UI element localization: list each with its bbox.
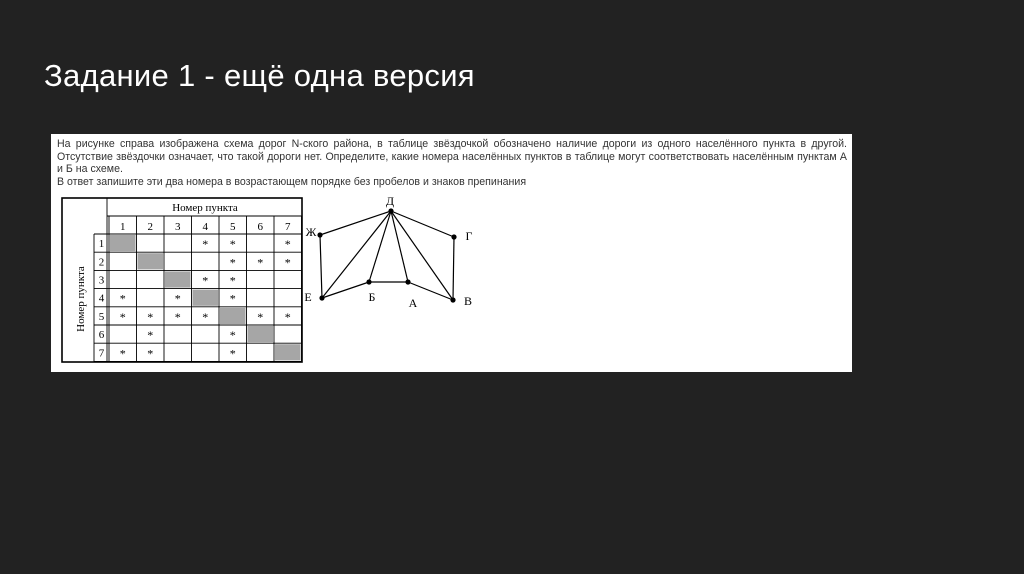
diagonal-cell: [248, 326, 274, 342]
star-mark: *: [119, 309, 126, 324]
star-mark: *: [174, 291, 181, 306]
road-graph: [304, 194, 513, 316]
task-paragraph-2: В ответ запишите эти два номера в возрастающем порядке без пробелов и знаков препинания: [57, 175, 527, 188]
graph-node-point: [317, 232, 322, 237]
diagonal-cell: [275, 344, 301, 360]
road-edge: [453, 237, 454, 300]
column-number: 5: [230, 221, 236, 233]
graph-node-label: Ж: [305, 225, 317, 239]
graph-node-point: [319, 295, 324, 300]
graph-node-point: [388, 208, 393, 213]
row-number: 2: [98, 256, 105, 269]
column-number: 7: [285, 221, 291, 233]
road-edge: [369, 211, 391, 282]
star-mark: *: [147, 346, 154, 361]
row-number: 7: [98, 347, 105, 360]
star-mark: *: [119, 291, 126, 306]
road-edge: [391, 211, 408, 282]
star-mark: *: [229, 346, 236, 361]
row-number: 3: [98, 274, 105, 287]
diagonal-cell: [110, 235, 136, 251]
star-mark: *: [229, 273, 236, 288]
graph-node-label: Г: [465, 229, 473, 243]
column-number: 1: [120, 221, 126, 233]
star-mark: *: [119, 346, 126, 361]
graph-node-label: Е: [304, 290, 312, 304]
star-mark: *: [284, 255, 291, 270]
road-edge: [320, 235, 322, 298]
graph-node-point: [450, 297, 455, 302]
star-mark: *: [202, 273, 209, 288]
column-number: 4: [202, 221, 208, 233]
slide-title: Задание 1 - ещё одна версия: [44, 58, 475, 93]
graph-node-point: [366, 279, 371, 284]
diagonal-cell: [220, 308, 246, 324]
column-number: 3: [175, 221, 181, 233]
diagonal-cell: [138, 253, 164, 269]
graph-node-label: А: [408, 296, 418, 310]
graph-node-label: В: [463, 294, 473, 308]
star-mark: *: [147, 309, 154, 324]
star-mark: *: [229, 237, 236, 252]
diagonal-cell: [193, 290, 219, 306]
task-paragraph-1: На рисунке справа изображена схема дорог N-ского района, в таблице звёздочкой обозначено наличие дороги из одного населённого пункта в другой. Отсутствие звёздочки означает, что такой дороги нет. Определите, какие номера населённых пунктов в таблице могут соответствовать населённым пунктам А и Б на схеме.: [57, 138, 847, 176]
row-number: 1: [98, 238, 105, 251]
graph-node-label: Б: [368, 290, 376, 304]
row-header: Номер пункта: [75, 266, 87, 332]
task-panel: [51, 134, 852, 372]
road-edge: [320, 211, 391, 235]
star-mark: *: [229, 291, 236, 306]
star-mark: *: [174, 309, 181, 324]
row-number: 5: [98, 310, 105, 323]
star-mark: *: [284, 309, 291, 324]
graph-node-point: [405, 279, 410, 284]
road-edge: [322, 211, 391, 298]
diagonal-cell: [165, 271, 191, 287]
star-mark: *: [202, 309, 209, 324]
star-mark: *: [257, 255, 264, 270]
column-header: Номер пункта: [172, 202, 238, 214]
column-number: 6: [257, 221, 263, 233]
graph-node-point: [451, 234, 456, 239]
row-number: 4: [98, 292, 105, 305]
graph-node-label: Д: [385, 194, 395, 208]
column-number: 2: [147, 221, 153, 233]
star-mark: *: [147, 328, 154, 343]
star-mark: *: [257, 309, 264, 324]
star-mark: *: [284, 237, 291, 252]
adjacency-table: [61, 197, 303, 363]
star-mark: *: [229, 328, 236, 343]
task-text: [57, 138, 847, 188]
star-mark: *: [229, 255, 236, 270]
star-mark: *: [202, 237, 209, 252]
row-number: 6: [98, 329, 105, 342]
